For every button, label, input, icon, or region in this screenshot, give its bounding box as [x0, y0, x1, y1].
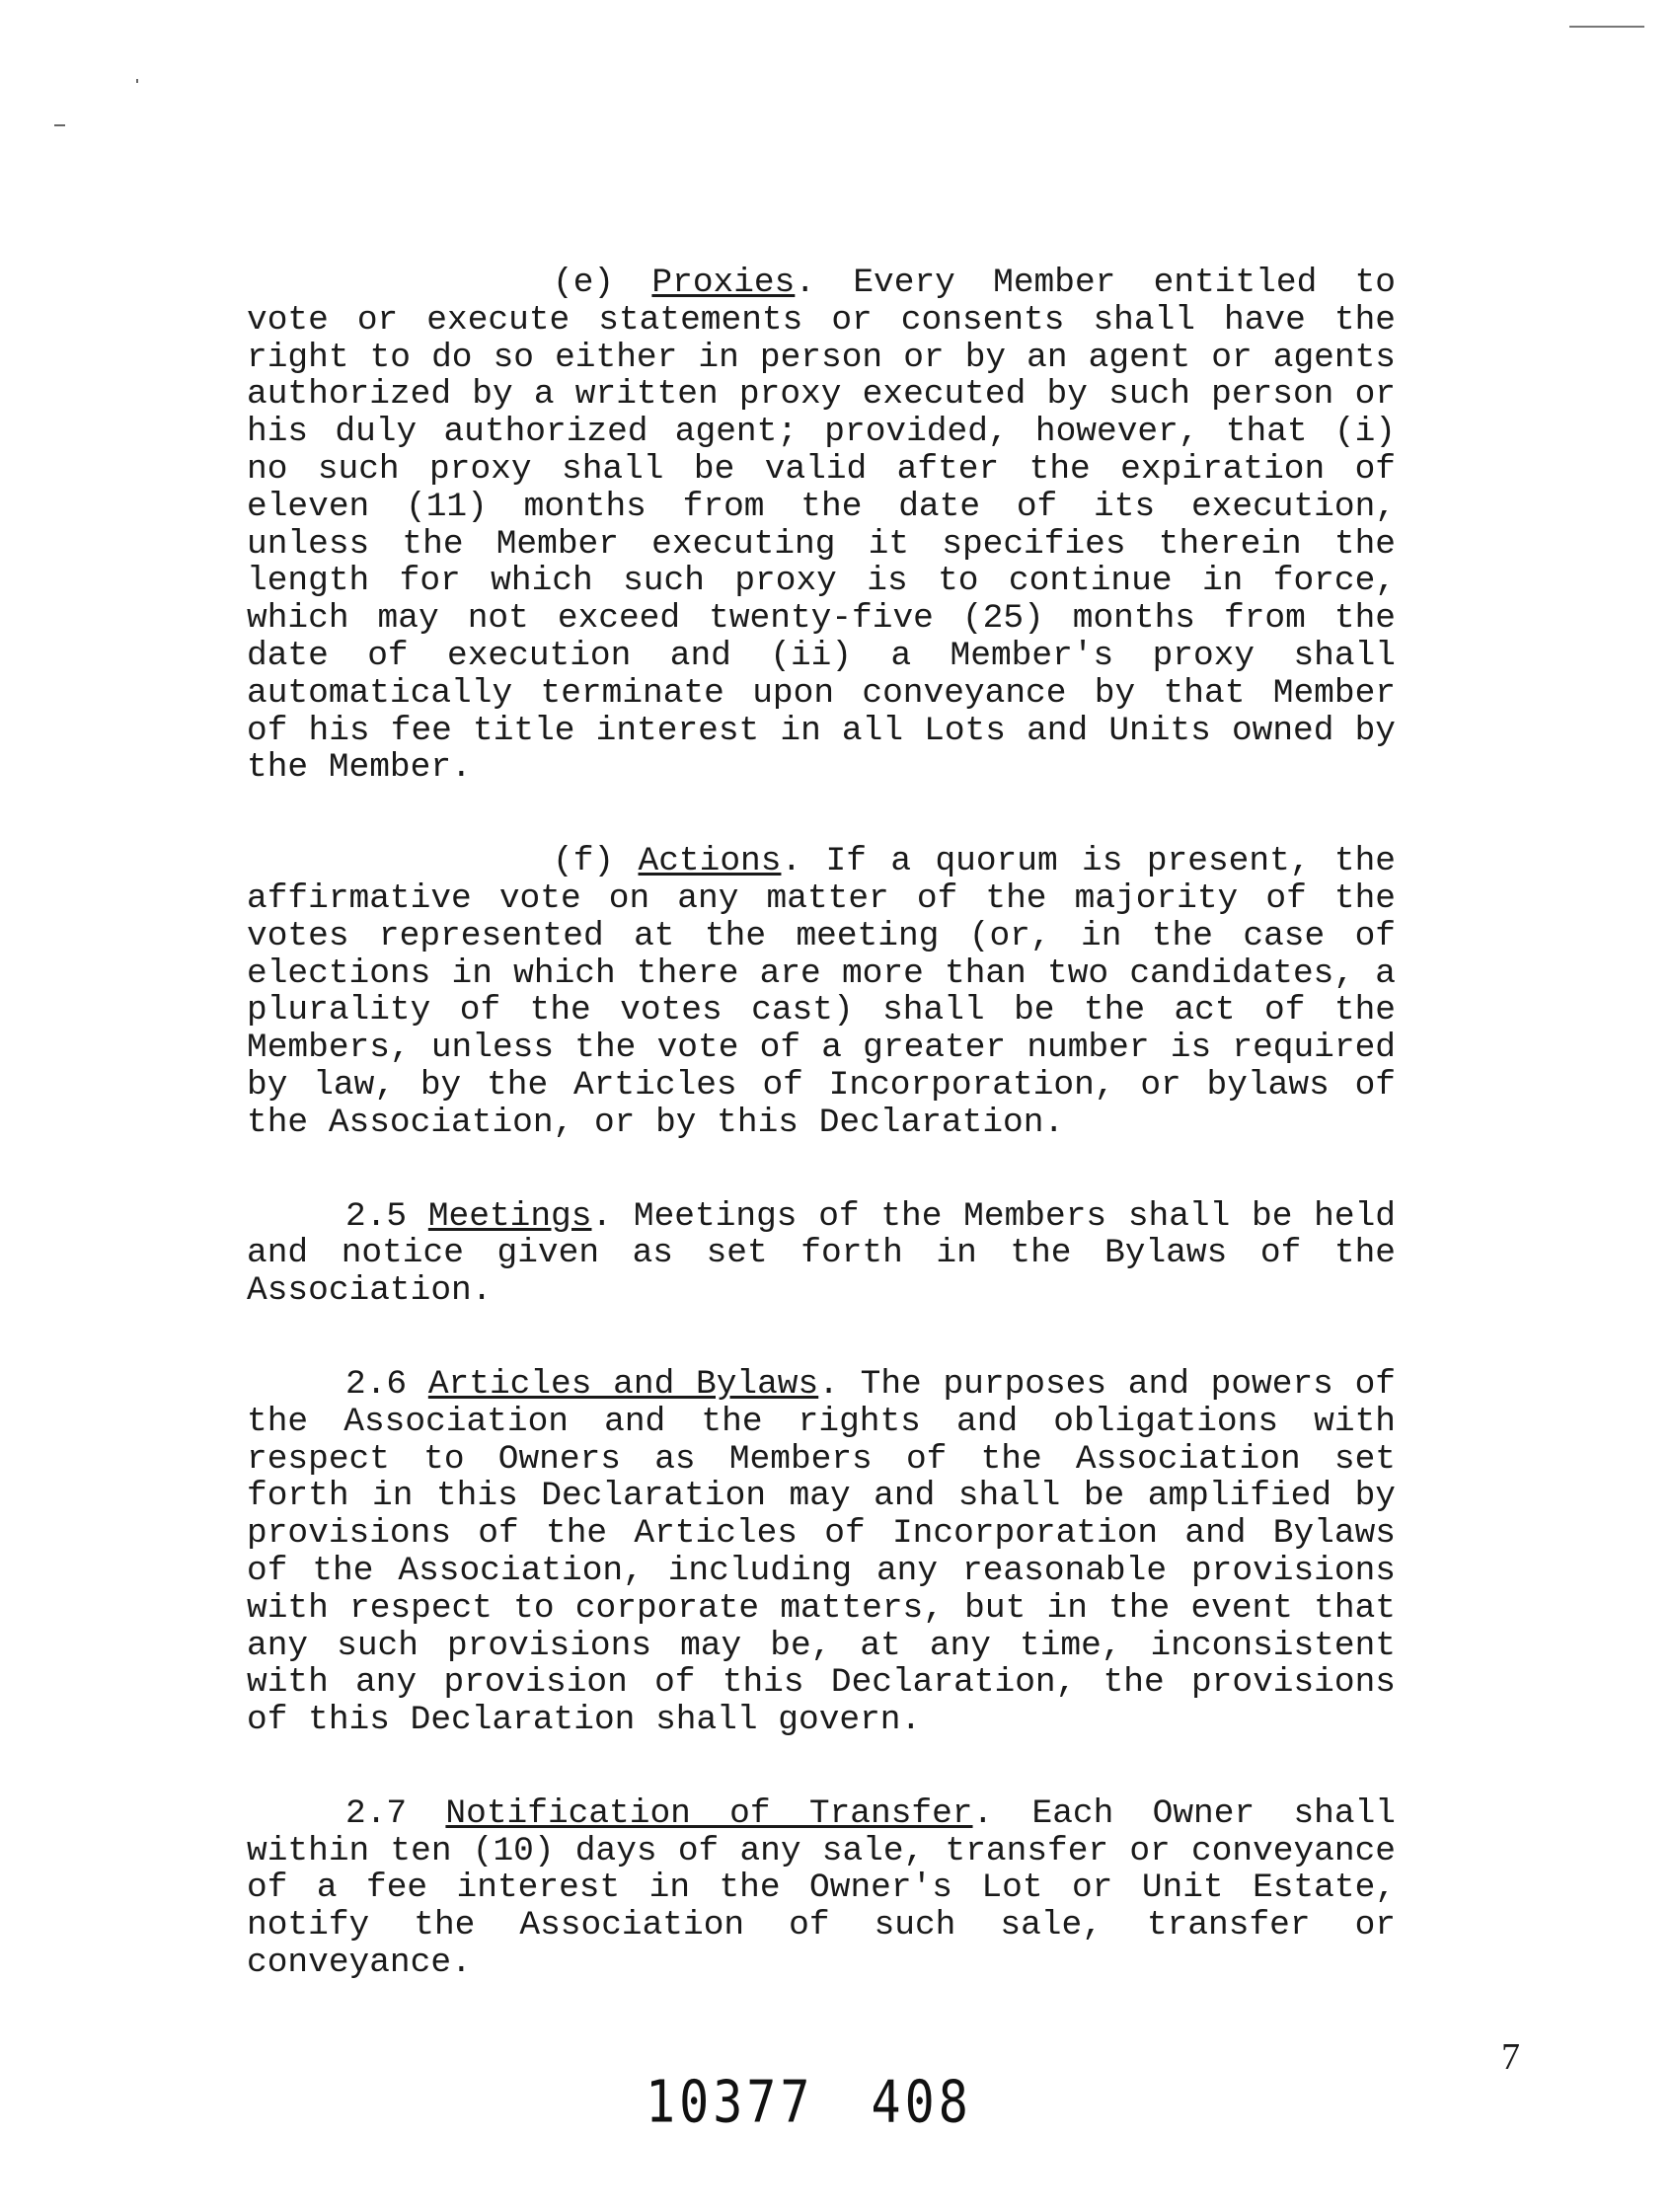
notification-heading: Notification of Transfer — [445, 1793, 973, 1833]
proxies-heading: Proxies — [651, 264, 796, 302]
meetings-heading: Meetings — [427, 1196, 592, 1236]
page-number-stamp: 408 — [871, 2068, 972, 2136]
scan-artifact-line-top-right — [1569, 26, 1644, 28]
scan-artifact-dash-left — [54, 124, 65, 126]
paragraph-notification-of-transfer — [247, 1795, 1396, 1982]
meetings-body: . Meetings of the Members shall be held and notice given as set forth in the Bylaws of the Association. — [247, 1196, 1396, 1311]
page-number: 7 — [1501, 2036, 1520, 2078]
articles-prefix: 2.6 — [345, 1364, 428, 1404]
scan-artifact-speck — [136, 79, 138, 83]
paragraph-articles-and-bylaws — [247, 1366, 1396, 1739]
actions-body: . If a quorum is present, the affirmative vote on any matter of the majority of the votes represented at the meeting (or, in the case of elections in which there are more than two candidates, a plurality of the votes cast) shall be the act of the Members, unless the vote of a greater number is required by law, by the Articles of Incorporation, or bylaws of the Association, or by this Declaration. — [247, 842, 1396, 1142]
paragraph-meetings — [247, 1198, 1396, 1310]
document-body — [247, 265, 1396, 1982]
notification-body: . Each Owner shall within ten (10) days of any sale, transfer or conveyance of a fee interest in the Owner's Lot or Unit Estate, notify the Association of such sale, transfer or conveyance. — [247, 1793, 1396, 1983]
articles-heading: Articles and Bylaws — [427, 1364, 819, 1404]
actions-heading: Actions — [638, 842, 782, 881]
book-number: 10377 — [646, 2068, 814, 2136]
proxies-body: . Every Member entitled to vote or execute statements or consents shall have the right to do so either in person or by an agent or agents authorized by a written proxy executed by such person or his duly authorized agent; provided, however, that (i) no such proxy shall be valid after the expiration of eleven (11) months from the date of its execution, unless the Member executing it specifies therein the length for which such proxy is to continue in force, which may not exceed twenty-five (25) months from the date of execution and (ii) a Member's proxy shall automatically terminate upon conveyance by that Member of his fee title interest in all Lots and Units owned by the Member. — [247, 264, 1396, 788]
articles-body: . The purposes and powers of the Association and the rights and obligations with respect to Owners as Members of the Association set forth in this Declaration may and shall be amplified by provisions of the Articles of Incorporation and Bylaws of the Association, including any reasonable provisions with respect to corporate matters, but in the event that any such provisions may be, at any time, inconsistent with any provision of this Declaration, the provisions of this Declaration shall govern. — [247, 1364, 1396, 1740]
paragraph-proxies — [247, 265, 1396, 787]
proxies-prefix: (e) — [553, 264, 652, 302]
paragraph-actions — [247, 843, 1396, 1141]
notification-prefix: 2.7 — [345, 1793, 446, 1833]
recording-book-page-stamp — [646, 2068, 972, 2135]
meetings-prefix: 2.5 — [345, 1196, 428, 1236]
actions-prefix: (f) — [553, 842, 639, 881]
